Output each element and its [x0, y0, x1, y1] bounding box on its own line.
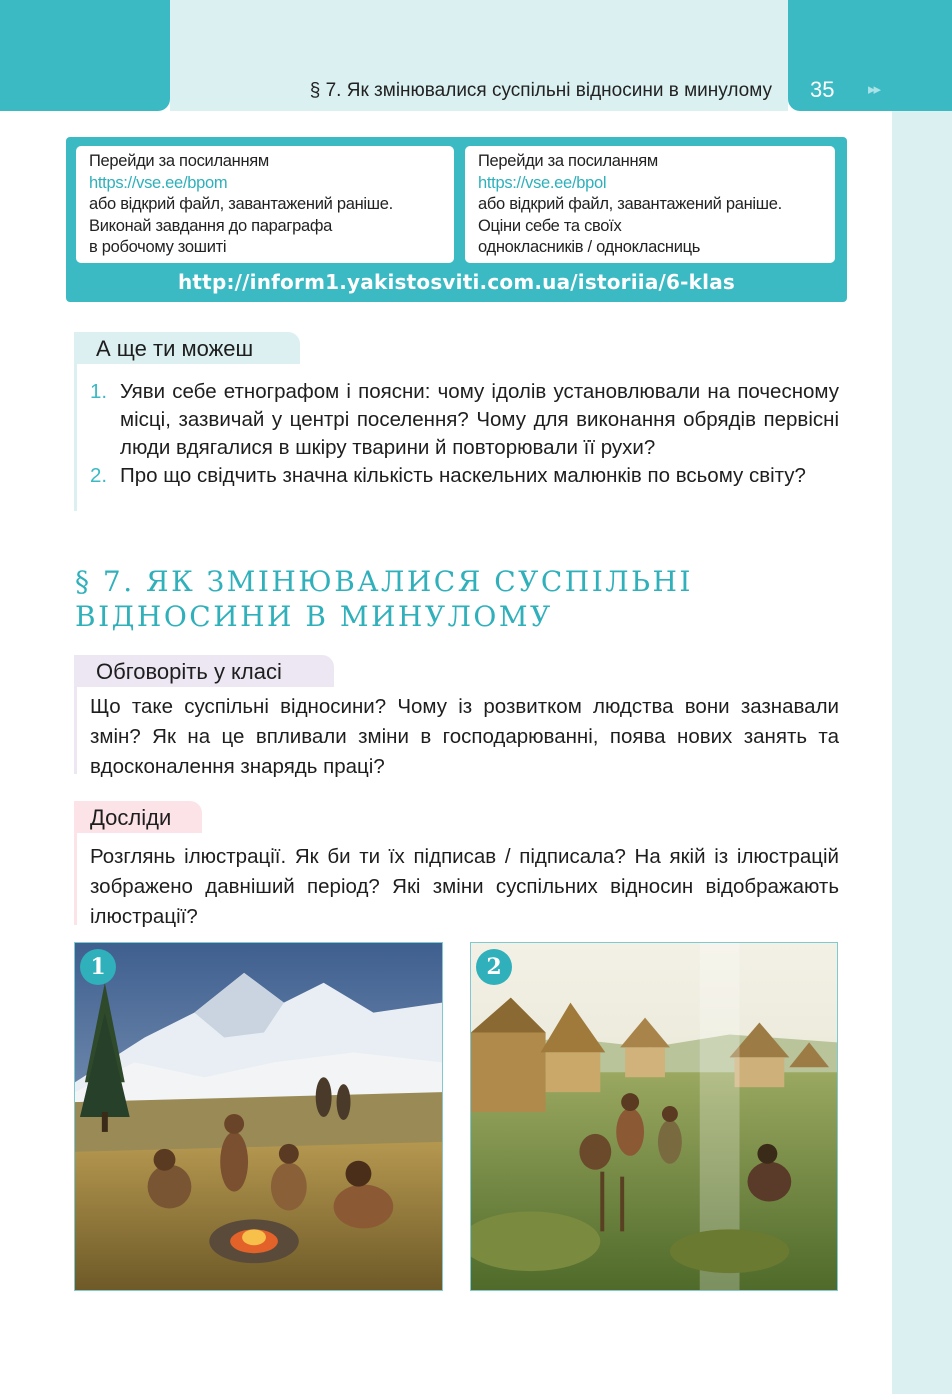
- discuss-text: Що таке суспільні відносини? Чому із розвитком людства вони зазнавали змін? Як на це впливали зміни в господарюванні, поява нових занять та вдосконалення знарядь праці?: [90, 695, 839, 778]
- discuss-bar: [74, 687, 77, 774]
- stone-age-scene-image: [75, 943, 442, 1290]
- resource-card-line: Виконай завдання до параграфа: [89, 216, 333, 235]
- illustration-settlement: [470, 942, 838, 1291]
- resource-card-line: Оціни себе та своїх: [478, 216, 622, 235]
- list-item: [90, 378, 839, 462]
- side-strip: [892, 111, 952, 1394]
- illustration-badge: 2: [476, 949, 512, 985]
- discuss-label: Обговоріть у класі: [74, 655, 334, 687]
- explore-label: Досліди: [74, 801, 202, 833]
- resource-card-line: Перейди за посиланням: [478, 152, 658, 170]
- list-item-number: 1.: [90, 380, 108, 403]
- site-url-link[interactable]: http://inform1.yakistosviti.com.ua/istoriia/6-klas: [177, 270, 736, 294]
- resource-card-line: Перейди за посиланням: [89, 152, 269, 170]
- section-title-line: § 7. ЯК ЗМІНЮВАЛИСЯ СУСПІЛЬНІ: [75, 565, 693, 598]
- settlement-scene-image: [471, 943, 837, 1290]
- list-item-text: Про що свідчить значна кількість наскельних малюнків по всьому світу?: [120, 464, 806, 487]
- resource-card-line: або відкрий файл, завантажений раніше.: [478, 195, 782, 213]
- explore-text: Розглянь ілюстрації. Як би ти їх підписав / підписала? На якій із ілюстрацій зображено давніший період? Які зміни суспільних відносин відображають ілюстрації?: [90, 845, 839, 928]
- illustration-stone-age-camp: [74, 942, 443, 1291]
- resource-link[interactable]: https://vse.ee/bpom: [89, 173, 228, 192]
- list-item-text: Уяви себе етнографом і поясни: чому ідолів установлювали на почесному місці, зазвичай у центрі поселення? Чому для виконання обрядів первісні люди вдягалися в шкіру тварини й повторювали її рухи?: [120, 380, 839, 459]
- running-header-title: § 7. Як змінювалися суспільні відносини в минулому: [309, 80, 772, 101]
- resource-card-tasks: [76, 146, 454, 263]
- explore-bar: [74, 833, 77, 925]
- section-title-line: ВІДНОСИНИ В МИНУЛОМУ: [75, 600, 553, 633]
- resource-link[interactable]: https://vse.ee/bpol: [478, 173, 607, 192]
- more-tasks-bar: [74, 364, 77, 511]
- list-item: [90, 462, 839, 490]
- illustration-badge: 1: [80, 949, 116, 985]
- resource-card-line: однокласників / однокласниць: [478, 238, 701, 256]
- next-arrows-icon: ▸▸: [868, 81, 880, 98]
- section-title: [75, 564, 835, 634]
- resource-card-self-assessment: [465, 146, 835, 263]
- online-resources-box: [66, 137, 847, 302]
- more-tasks-label: А ще ти можеш: [74, 332, 300, 364]
- resource-card-line: в робочому зошиті: [89, 238, 227, 256]
- header-left-block: [0, 0, 170, 111]
- list-item-number: 2.: [90, 464, 108, 487]
- more-tasks-list: [90, 378, 839, 490]
- resource-card-line: або відкрий файл, завантажений раніше.: [89, 195, 393, 213]
- page-number: 35: [810, 77, 835, 102]
